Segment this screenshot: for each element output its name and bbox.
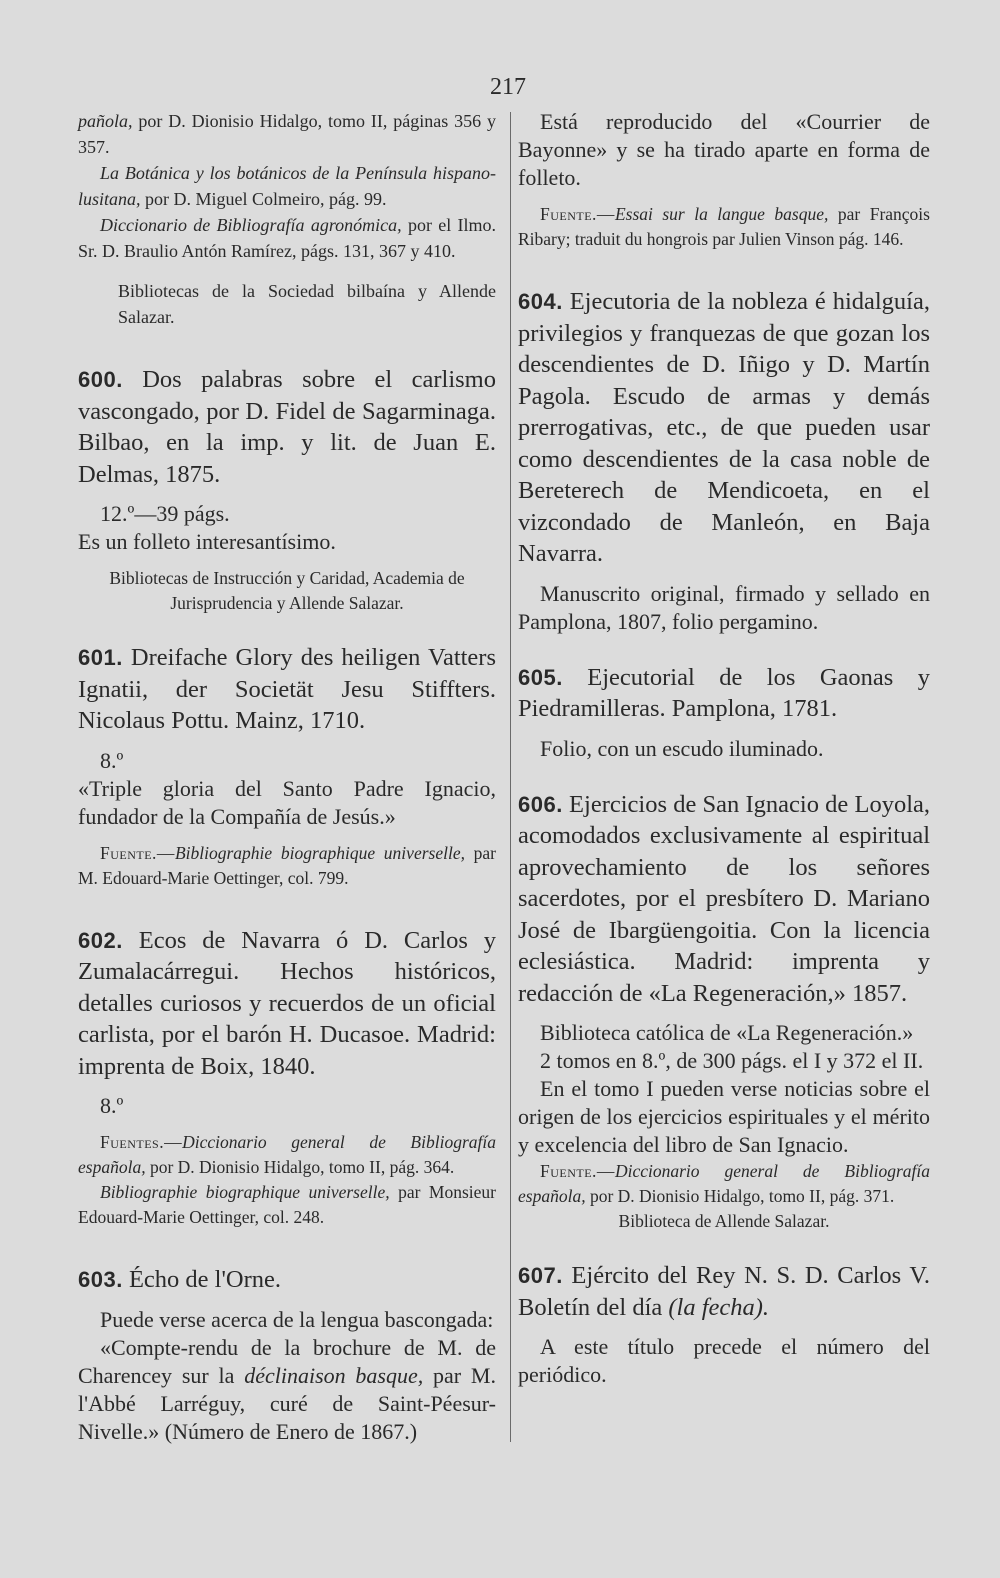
- reference-botanica: [78, 160, 496, 212]
- source-note: [518, 202, 930, 252]
- text-run: por D. Dionisio Hidalgo, tomo II, pág. 364.: [145, 1157, 455, 1177]
- text-run: por el Ilmo. Sr. D. Braulio Antón Ramírez, págs. 131, 367 y 410.: [78, 215, 497, 261]
- entry-format: 8.º: [100, 747, 124, 773]
- entry-number: 600.: [78, 367, 123, 392]
- entry-number: 604.: [518, 289, 563, 314]
- left-column: [78, 108, 496, 1446]
- entry-title: Dos palabras sobre el carlismo vascongado, por D. Fidel de Sagarminaga. Bilbao, en la imp. y lit. de Juan E. Delmas, 1875.: [78, 366, 496, 488]
- source-note-2: [78, 1180, 496, 1230]
- entry-number: 606.: [518, 791, 563, 817]
- text-run: par Monsieur Edouard-Marie Oettinger, col. 248.: [78, 1182, 496, 1227]
- text-run: par M. l'Abbé Larréguy, curé de Saint-Péesur-Nivelle.» (Número de Enero de 1867.): [78, 1362, 496, 1444]
- entry-note: Puede verse acerca de la lengua bascongada:: [100, 1306, 494, 1332]
- text-run: «Compte-rendu de la brochure de M. de Charencey sur la: [78, 1334, 496, 1388]
- entry-note: Es un folleto interesantísimo.: [78, 529, 336, 554]
- italic-text-run: pañola,: [78, 111, 133, 131]
- entry-note: A este título precede el número del periódico.: [518, 1334, 930, 1387]
- italic-text-run: Bibliographie biographique universelle,: [100, 1182, 390, 1202]
- text-run: par François Ribary; traduit du hongrois par Julien Vinson pág. 146.: [518, 204, 930, 249]
- entry-607: [518, 1260, 930, 1323]
- italic-text-run: Diccionario general de Bibliografía española,: [78, 1132, 496, 1177]
- page-number: 217: [490, 74, 526, 100]
- entry-format: 12.º—39 págs.: [100, 501, 230, 526]
- source-label: Fuente.—: [100, 842, 175, 863]
- right-column: [518, 108, 930, 1389]
- library-note: Biblioteca de Allende Salazar.: [618, 1211, 830, 1231]
- source-label: Fuente.—: [540, 204, 615, 224]
- entry-606: [518, 789, 930, 1010]
- entry-quote: «Triple gloria del Santo Padre Ignacio, fundador de la Compañía de Jesús.»: [78, 775, 496, 829]
- entry-number: 601.: [78, 645, 123, 670]
- entry-number: 602.: [78, 927, 123, 953]
- italic-text-run: Diccionario de Bibliografía agronómica,: [100, 215, 402, 235]
- text-run: por D. Dionisio Hidalgo, tomo II, pág. 371.: [585, 1186, 895, 1206]
- entry-title: Ejercicios de San Ignacio de Loyola, acomodados exclusivamente al espiritual aprovechamiento de los señores sacerdotes, por el presbítero D. Mariano José de Ibargüengoitia. Con la licencia eclesiástica. Madrid: imprenta y redacción de «La Regeneración,» 1857.: [518, 790, 931, 1007]
- entry-note: En el tomo I pueden verse noticias sobre el origen de los ejercicios espirituales y el mérito y excelencia del libro de San Ignacio.: [518, 1076, 930, 1157]
- library-note: Bibliotecas de Instrucción y Caridad, Academia de Jurisprudencia y Allende Salazar.: [109, 568, 465, 613]
- entry-600: [78, 364, 496, 490]
- entry-title-italic: (la fecha).: [668, 1293, 770, 1321]
- entry-title: Dreifache Glory des heiligen Vatters Ignatii, der Societät Jesu Stiffters. Nicolaus Pottu. Mainz, 1710.: [78, 644, 496, 734]
- text-run: par M. Edouard-Marie Oettinger, col. 799.: [78, 842, 496, 888]
- entry-format: 8.º: [100, 1093, 124, 1118]
- italic-text-run: déclinaison basque,: [244, 1362, 424, 1388]
- italic-text-run: La Botánica y los botánicos de la Península hispano-lusitana,: [78, 163, 496, 209]
- entry-number: 607.: [518, 1263, 563, 1288]
- entry-quote: [78, 1334, 496, 1446]
- entry-title: Écho de l'Orne.: [128, 1266, 281, 1293]
- column-divider: [510, 112, 511, 1442]
- entry-title: Ejecutorial de los Gaonas y Piedramilleras. Pamplona, 1781.: [518, 663, 930, 722]
- text-run: por D. Dionisio Hidalgo, tomo II, páginas 356 y 357.: [78, 111, 496, 157]
- library-note: Biblioteca católica de «La Regeneración.»: [540, 1020, 914, 1045]
- reference-diccionario: [78, 212, 496, 264]
- entry-note: Manuscrito original, firmado y sellado en Pamplona, 1807, folio pergamino.: [518, 580, 930, 634]
- entry-603: [78, 1264, 496, 1296]
- source-label: Fuente.—: [540, 1161, 615, 1181]
- entry-604: [518, 286, 930, 570]
- continued-text: Está reproducido del «Courrier de Bayonne» y se ha tirado aparte en forma de folleto.: [518, 109, 930, 190]
- entry-note: Folio, con un escudo iluminado.: [540, 735, 824, 761]
- entry-number: 603.: [78, 1267, 123, 1292]
- entry-601: [78, 642, 496, 737]
- italic-text-run: Essai sur la langue basque,: [614, 204, 829, 224]
- entry-title: Ejército del Rey N. S. D. Carlos V. Boletín del día: [518, 1262, 931, 1321]
- text-run: por D. Miguel Colmeiro, pág. 99.: [140, 189, 387, 209]
- entry-605: [518, 662, 930, 725]
- source-label: Fuentes.—: [100, 1132, 183, 1152]
- entry-format: 2 tomos en 8.º, de 300 págs. el I y 372 el II.: [540, 1048, 924, 1073]
- entry-number: 605.: [518, 664, 563, 690]
- entry-title: Ecos de Navarra ó D. Carlos y Zumalacárregui. Hechos históricos, detalles curiosos y recuerdos de un oficial carlista, por el barón H. Ducasoe. Madrid: imprenta de Boix, 1840.: [78, 926, 497, 1080]
- source-note: [78, 1130, 496, 1180]
- source-note: [78, 841, 496, 891]
- entry-title: Ejecutoria de la nobleza é hidalguía, privilegios y franquezas de que gozan los descendientes de D. Iñigo y D. Martín Pagola. Escudo de armas y demás prerrogativas, etc., de que pueden usar como descendientes de la casa noble de Bereterech de Mendicoeta, en el vizcondado de Manleón, en Baja Navarra.: [518, 288, 930, 567]
- italic-text-run: Bibliographie biographique universelle,: [174, 842, 465, 863]
- continued-reference: [78, 108, 496, 160]
- source-note: [518, 1159, 930, 1209]
- library-note: Bibliotecas de la Sociedad bilbaína y Allende Salazar.: [118, 281, 496, 327]
- italic-text-run: Diccionario general de Bibliografía española,: [518, 1161, 930, 1206]
- entry-602: [78, 925, 496, 1083]
